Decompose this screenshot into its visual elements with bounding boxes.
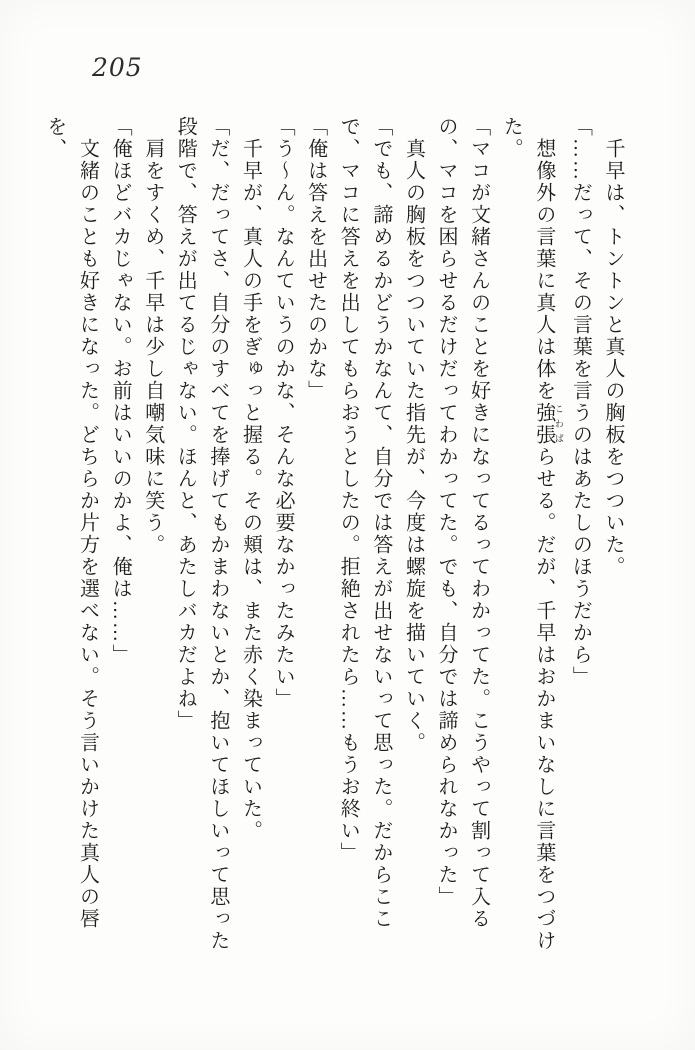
- narrative-paragraph: 想像外の言葉に真人は体を強張 こわばらせる。だが、千早はおかまいなしに言葉をつづけた。: [500, 116, 564, 952]
- narrative-paragraph: 肩をすくめ、千早は少し自嘲気味に笑う。: [141, 138, 164, 556]
- narrative-paragraph: 千早は、トントンと真人の胸板をつついた。: [602, 138, 624, 578]
- page-number: 205: [92, 53, 143, 82]
- dialogue-paragraph: 「だ、だってさ、自分のすべてを捧げてもかまわないとか、抱いてほしいって思った段階で、答えが出てるじゃない。ほんと、あたしバカだよね」: [174, 116, 229, 952]
- dialogue-paragraph: 「マコが文緒さんのことを好きになってるってわかってた。こうやって割って入るの、マコを困らせるだけだってわかってた。でも、自分では諦められなかった」: [435, 116, 490, 930]
- dialogue-paragraph: 「俺ほどバカじゃない。お前はいいのかよ、俺は……」: [109, 116, 132, 666]
- dialogue-paragraph: 「俺は答えを出せたのかな」: [304, 116, 327, 402]
- dialogue-paragraph: 「う〜ん。なんていうのかな、そんな必要なかったみたい」: [272, 116, 295, 710]
- dialogue-paragraph: 「……だって、その言葉を言うのはあたしのほうだから」: [569, 116, 592, 688]
- narrative-paragraph: 千早が、真人の手をぎゅっと握る。その頬は、また赤く染まっていた。: [239, 138, 262, 842]
- text-block: [38, 116, 629, 954]
- narrative-paragraph: 真人の胸板をつついていた指先が、今度は螺旋を描いていく。: [402, 138, 425, 754]
- narrative-paragraph: 文緒のことも好きになった。どちらか片方を選べない。そう言いかけた真人の唇を、: [43, 116, 99, 930]
- furigana-ruby: 強張 こわば: [532, 402, 564, 446]
- dialogue-paragraph: 「でも、諦めるかどうかなんて、自分では答えが出せないって思った。だからここで、マコに答えを出してもらおうとしたの。拒絶されたら……もうお終い」: [337, 116, 392, 930]
- furigana-text: こわば: [553, 402, 564, 446]
